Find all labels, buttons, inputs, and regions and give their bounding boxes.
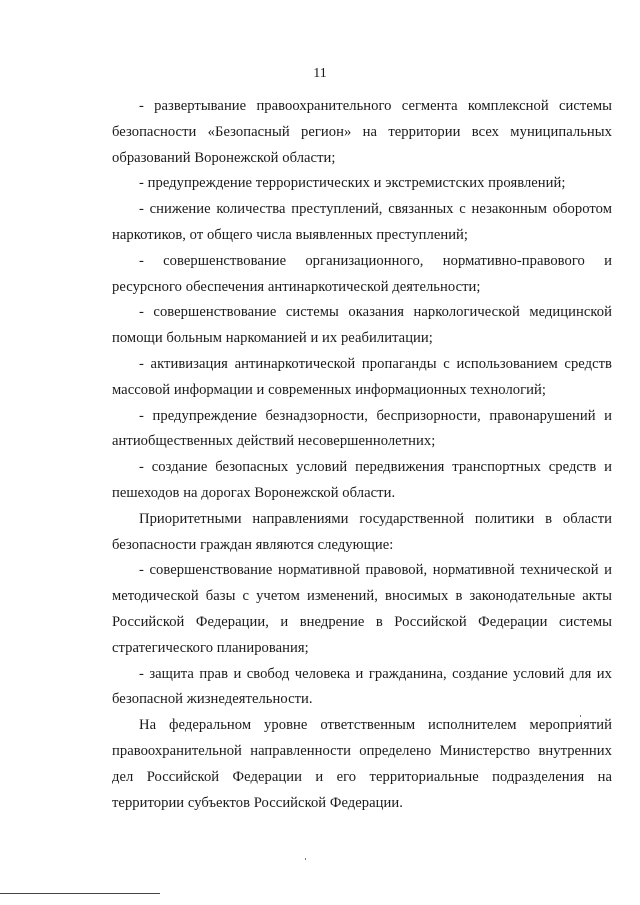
scan-speck xyxy=(305,858,306,860)
document-body xyxy=(112,94,612,816)
scan-speck xyxy=(580,715,581,717)
paragraph: - совершенствование нормативной правовой, нормативной технической и методической базы с учетом изменений, вносимых в законодательные акты Российской Федерации, и внедрение в Российской Федерации системы стратегического планирования; xyxy=(112,562,612,656)
paragraph: - снижение количества преступлений, связанных с незаконным оборотом наркотиков, от общего числа выявленных преступлений; xyxy=(112,201,612,243)
paragraph: Приоритетными направлениями государственной политики в области безопасности граждан являются следующие: xyxy=(112,510,612,553)
paragraph: - совершенствование системы оказания наркологической медицинской помощи больным наркоманией и их реабилитации; xyxy=(112,304,612,347)
paragraph: - предупреждение террористических и экстремистских проявлений; xyxy=(139,175,566,192)
paragraph: - создание безопасных условий передвижения транспортных средств и пешеходов на дорогах Воронежской области. xyxy=(112,459,612,501)
paragraph: - активизация антинаркотической пропаганды с использованием средств массовой информации и современных информационных технологий; xyxy=(112,355,612,398)
paragraph: На федеральном уровне ответственным исполнителем мероприятий правоохранительной направленности определено Министерство внутренних дел Российской Федерации и его территориальные подразделения на территории субъектов Российской Федерации. xyxy=(112,717,612,811)
footnote-rule xyxy=(0,893,160,894)
page-number: 11 xyxy=(313,66,327,81)
paragraph: - предупреждение безнадзорности, беспризорности, правонарушений и антиобщественных действий несовершеннолетних; xyxy=(112,407,612,450)
paragraph: - развертывание правоохранительного сегмента комплексной системы безопасности «Безопасный регион» на территории всех муниципальных образований Воронежской области; xyxy=(112,98,612,166)
paragraph: - защита прав и свобод человека и гражданина, создание условий для их безопасной жизнедеятельности. xyxy=(112,665,612,708)
paragraph: - совершенствование организационного, нормативно-правового и ресурсного обеспечения антинаркотической деятельности; xyxy=(112,252,612,295)
